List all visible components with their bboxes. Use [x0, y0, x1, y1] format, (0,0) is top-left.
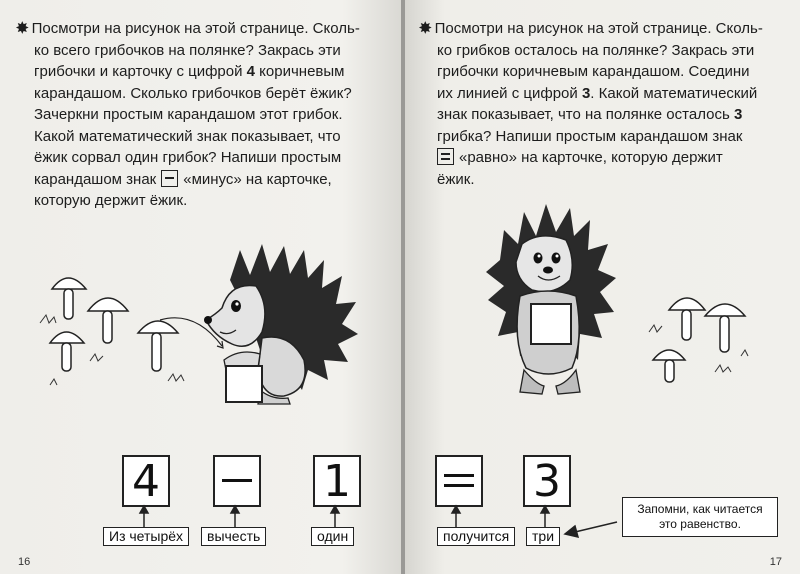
label-subtract: вычесть [201, 527, 266, 546]
page-number-right: 17 [769, 556, 782, 568]
task-marker-icon: ✸ [419, 20, 432, 37]
label-from-four: Из четырёх [103, 527, 189, 546]
card-digit-three: 3 [523, 455, 571, 507]
equals-sign-icon [437, 148, 454, 165]
task-marker-icon: ✸ [16, 20, 29, 37]
left-task-text: ✸ Посмотри на рисунок на этой странице. Сколь- ко всего грибочков на полянке? Закрась эти грибочки и карточку с цифрой 4 коричневым карандашом. Сколько грибочков берёт ёжик? Зачеркни простым карандашом этот грибок. Какой математический знак показывает, что ёжик сорвал один грибок? Напиши простым карандашом знак «минус» на карточке, которую держит ёжик. [16, 20, 360, 209]
reading-note: Запомни, как читается это равенство. [622, 497, 778, 537]
mushroom-group-illustration [645, 280, 765, 390]
page-number-left: 16 [18, 556, 31, 568]
hedgehog-right-illustration [480, 200, 620, 400]
card-digit-one: 1 [313, 455, 361, 507]
card-digit-four: 4 [122, 455, 170, 507]
label-one: один [311, 527, 354, 546]
held-card-blank [530, 303, 572, 345]
card-minus [213, 455, 261, 507]
right-task-text: ✸ Посмотри на рисунок на этой странице. Сколь- ко грибков осталось на полянке? Закрась эти грибочки коричневым карандашом. Соедини их линией с цифрой 3. Какой математический знак показывает, что на полянке осталось 3 грибка? Напиши простым карандашом знак «равно» на карточке, которую держит ёжик. [419, 20, 763, 188]
label-result: получится [437, 527, 515, 546]
label-three: три [526, 527, 560, 546]
right-page [405, 0, 800, 574]
minus-sign-icon [161, 170, 178, 187]
held-card-blank [225, 365, 263, 403]
